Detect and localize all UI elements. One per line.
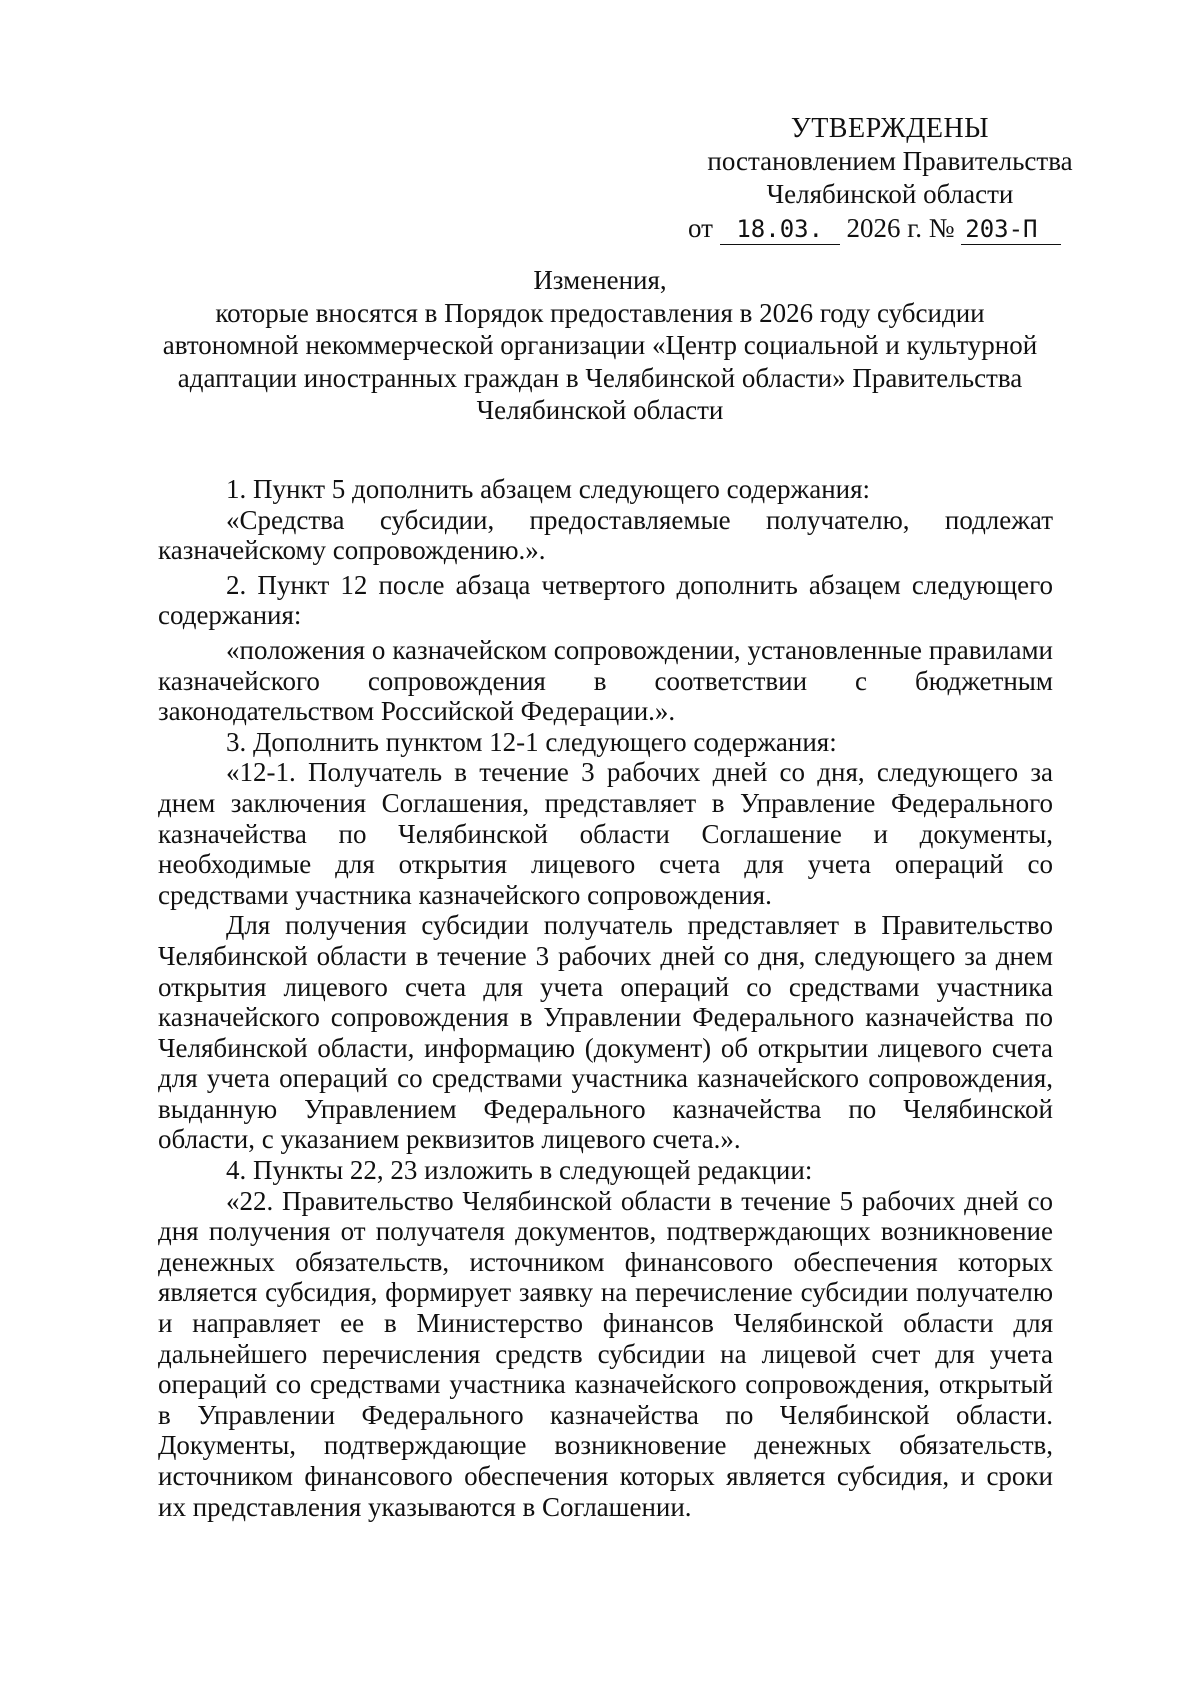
approval-heading: УТВЕРЖДЕНЫ bbox=[790, 113, 990, 144]
paragraph-1: 1. Пункт 5 дополнить абзацем следующего содержания: bbox=[226, 474, 871, 504]
paragraph-7: Для получения субсидии получатель представляет в Правительство Челябинской области в течение 3 рабочих дней со дня, следующего за днем открытия лицевого счета для учета операций со средствами участника казначейского сопровождения в Управлении Федерального казначейства по Челябинской области, информацию (документ) об открытии лицевого счета для учета операций со средствами участника казначейского сопровождения, выданную Управлением Федерального казначейства по Челябинской области, с указанием реквизитов лицевого счета.». bbox=[158, 910, 1053, 1155]
date-prefix: от bbox=[688, 213, 713, 243]
paragraph-8: 4. Пункты 22, 23 изложить в следующей редакции: bbox=[226, 1155, 813, 1186]
paragraph-4: «положения о казначейском сопровождении, установленные правилами казначейского сопровождения в соответствии с бюджетным законодательством Российской Федерации.». bbox=[158, 634, 1053, 727]
approval-number: 203-П bbox=[961, 214, 1061, 245]
approval-line-1: постановлением Правительства bbox=[707, 146, 1073, 176]
approval-date: 18.03. bbox=[720, 214, 840, 245]
approval-year: 2026 г. № bbox=[846, 213, 955, 243]
title-heading: Изменения, bbox=[533, 265, 667, 295]
document-title bbox=[150, 264, 1050, 427]
title-subtitle: которые вносятся в Порядок предоставления в 2026 году субсидии автономной некоммерческой организации «Центр социальной и культурной адаптации иностранных граждан в Челябинской области» Правительства Челябинской области bbox=[162, 297, 1038, 425]
document-body bbox=[158, 474, 1053, 1522]
paragraph-5: 3. Дополнить пунктом 12-1 следующего содержания: bbox=[226, 726, 837, 757]
approval-line-2: Челябинской области bbox=[766, 179, 1014, 209]
approval-stamp bbox=[680, 112, 1100, 245]
paragraph-6: «12-1. Получатель в течение 3 рабочих дней со дня, следующего за днем заключения Соглашения, представляет в Управление Федерального казначейства по Челябинской области Соглашение и документы, необходимые для открытия лицевого счета для учета операций со средствами участника казначейского сопровождения. bbox=[158, 757, 1053, 910]
paragraph-2: «Средства субсидии, предоставляемые получателю, подлежат казначейскому сопровождению.». bbox=[158, 504, 1053, 566]
paragraph-9: «22. Правительство Челябинской области в течение 5 рабочих дней со дня получения от получателя документов, подтверждающих возникновение денежных обязательств, источником финансового обеспечения которых является субсидия, формирует заявку на перечисление субсидии получателю и направляет ее в Министерство финансов Челябинской области для дальнейшего перечисления средств субсидии на лицевой счет для учета операций со средствами участника казначейского сопровождения, открытый в Управлении Федерального казначейства по Челябинской области. Документы, подтверждающие возникновение денежных обязательств, источником финансового обеспечения которых является субсидия, и сроки их представления указываются в Соглашении. bbox=[158, 1185, 1053, 1522]
approval-date-line bbox=[680, 212, 1100, 245]
paragraph-3: 2. Пункт 12 после абзаца четвертого дополнить абзацем следующего содержания: bbox=[158, 569, 1053, 631]
